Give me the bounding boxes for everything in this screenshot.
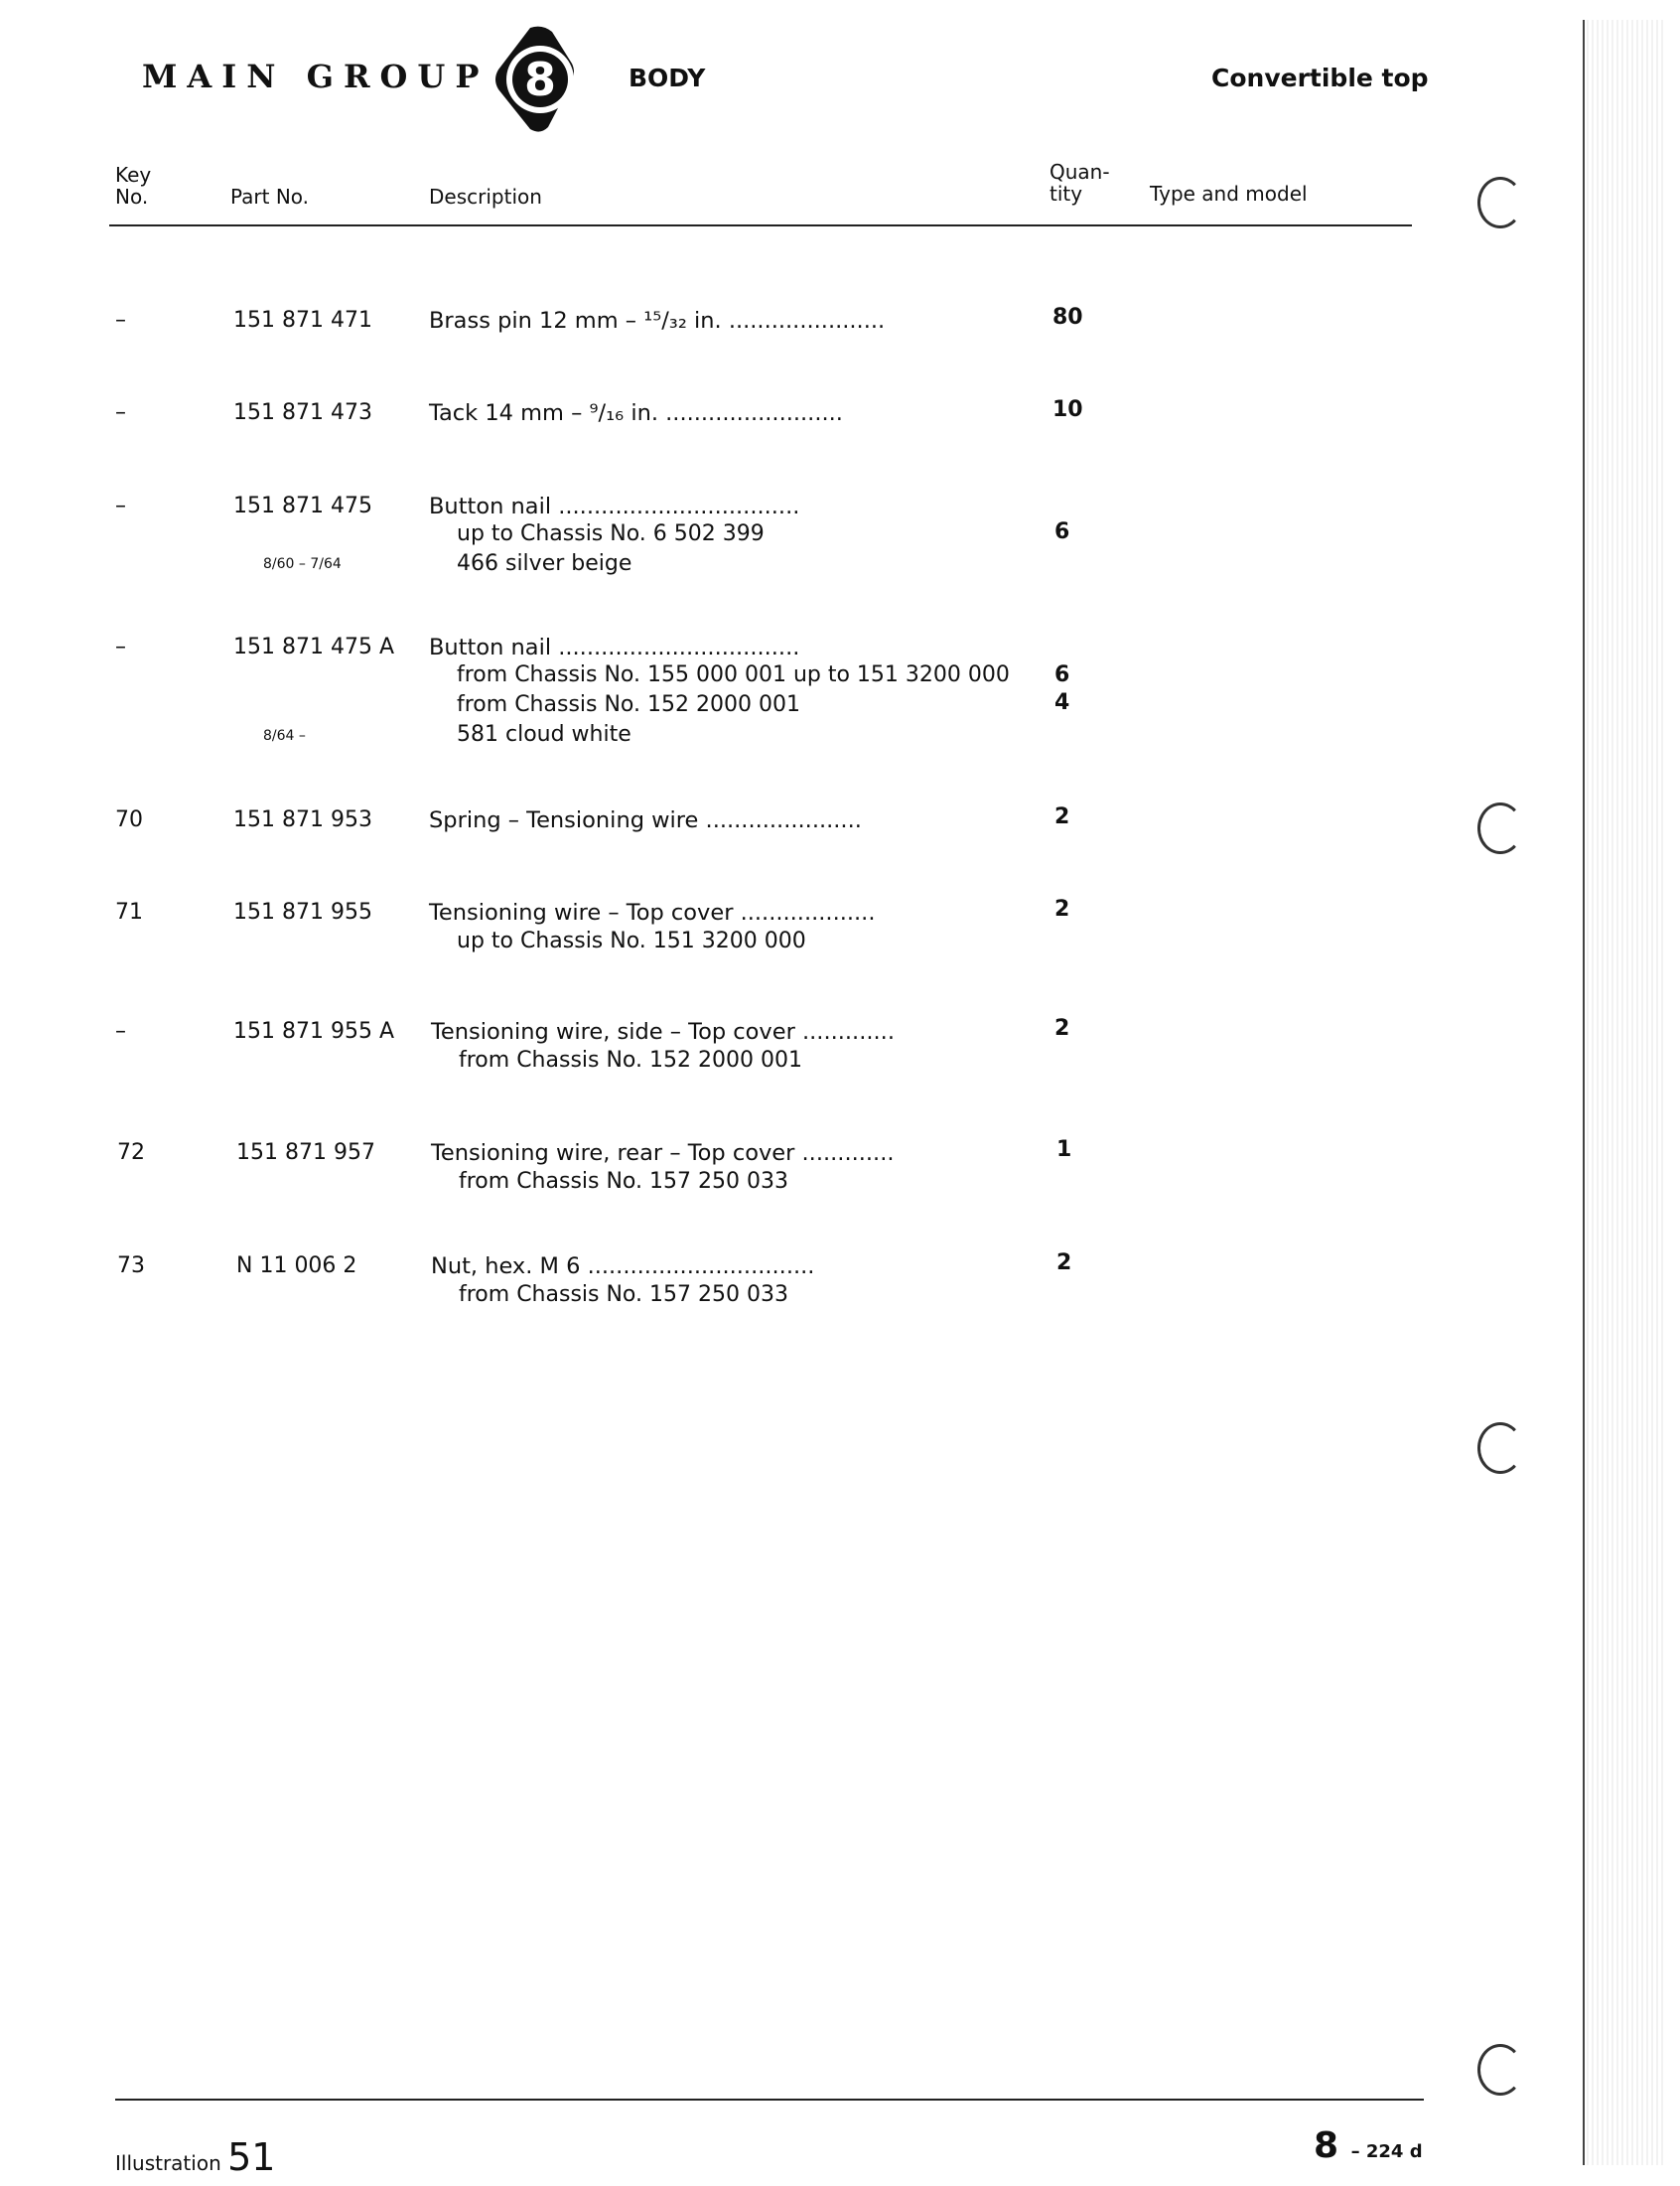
description: Tensioning wire – Top cover ...................	[429, 900, 876, 926]
key-no: 71	[115, 900, 143, 925]
key-no: 73	[117, 1253, 145, 1278]
binder-strip	[1587, 20, 1666, 2165]
date-range: 8/64 –	[263, 728, 306, 744]
binder-line	[1583, 20, 1585, 2165]
description-subline: up to Chassis No. 6 502 399	[457, 521, 765, 546]
description: Button nail ..................................	[429, 635, 800, 660]
quantity: 6	[1054, 662, 1070, 687]
description: Tensioning wire, rear – Top cover .............	[431, 1140, 895, 1166]
quantity: 2	[1054, 897, 1070, 922]
col-quantity: Quan- tity	[1050, 160, 1110, 206]
description: Spring – Tensioning wire ......................	[429, 807, 862, 833]
col-type-model: Type and model	[1150, 182, 1308, 206]
page-number-suffix: – 224 d	[1350, 2141, 1423, 2162]
punch-hole	[1477, 177, 1523, 228]
part-no: 151 871 955 A	[233, 1019, 395, 1044]
part-no: 151 871 475	[233, 494, 372, 518]
part-no: 151 871 475 A	[233, 635, 395, 659]
footer-rule	[115, 2099, 1424, 2101]
group-number-badge	[490, 24, 576, 135]
col-key-no: Key No.	[115, 163, 152, 209]
key-no: –	[115, 1019, 126, 1044]
page-number-main: 8	[1314, 2125, 1339, 2166]
quantity: 80	[1052, 305, 1083, 330]
description: Nut, hex. M 6 ................................	[431, 1253, 815, 1279]
part-no: 151 871 473	[233, 400, 372, 425]
description: Button nail ..................................	[429, 494, 800, 519]
key-no: 72	[117, 1140, 145, 1165]
group-number: 8	[523, 53, 557, 106]
key-no: 70	[115, 807, 143, 832]
quantity: 2	[1054, 804, 1070, 829]
quantity: 6	[1054, 519, 1070, 544]
punch-hole	[1477, 802, 1523, 854]
key-no: –	[115, 635, 126, 659]
key-no: –	[115, 308, 126, 333]
page-number	[1314, 2125, 1423, 2166]
key-no: –	[115, 400, 126, 425]
header-rule	[109, 224, 1412, 226]
illustration-ref	[115, 2135, 275, 2179]
part-no: 151 871 955	[233, 900, 372, 925]
description: Tack 14 mm – ⁹/₁₆ in. .........................	[429, 400, 843, 426]
part-no: 151 871 953	[233, 807, 372, 832]
description-subline: from Chassis No. 157 250 033	[459, 1282, 788, 1307]
description-subline: from Chassis No. 152 2000 001	[457, 692, 800, 717]
description: Tensioning wire, side – Top cover .............	[431, 1019, 895, 1045]
illustration-number: 51	[227, 2135, 276, 2179]
quantity: 2	[1054, 1016, 1070, 1041]
section-subtitle: Convertible top	[1211, 64, 1429, 92]
col-part-no: Part No.	[230, 185, 310, 209]
color-variant: 581 cloud white	[457, 722, 631, 747]
quantity: 1	[1056, 1137, 1072, 1162]
part-no: 151 871 471	[233, 308, 372, 333]
quantity: 10	[1052, 397, 1083, 422]
quantity: 2	[1056, 1250, 1072, 1275]
quantity: 4	[1054, 690, 1070, 715]
part-no: 151 871 957	[236, 1140, 375, 1165]
main-group-label: MAIN GROUP	[142, 58, 490, 95]
col-description: Description	[429, 185, 542, 209]
punch-hole	[1477, 2044, 1523, 2096]
color-variant: 466 silver beige	[457, 551, 632, 576]
description-subline: from Chassis No. 152 2000 001	[459, 1048, 802, 1073]
section-title: BODY	[629, 64, 706, 92]
description-subline: up to Chassis No. 151 3200 000	[457, 929, 806, 953]
description: Brass pin 12 mm – ¹⁵/₃₂ in. ......................	[429, 308, 886, 334]
key-no: –	[115, 494, 126, 518]
punch-hole	[1477, 1422, 1523, 1474]
description-subline: from Chassis No. 155 000 001 up to 151 3200 000	[457, 662, 1010, 687]
part-no: N 11 006 2	[236, 1253, 357, 1278]
date-range: 8/60 – 7/64	[263, 556, 342, 572]
illustration-label: Illustration	[115, 2151, 221, 2175]
description-subline: from Chassis No. 157 250 033	[459, 1169, 788, 1194]
